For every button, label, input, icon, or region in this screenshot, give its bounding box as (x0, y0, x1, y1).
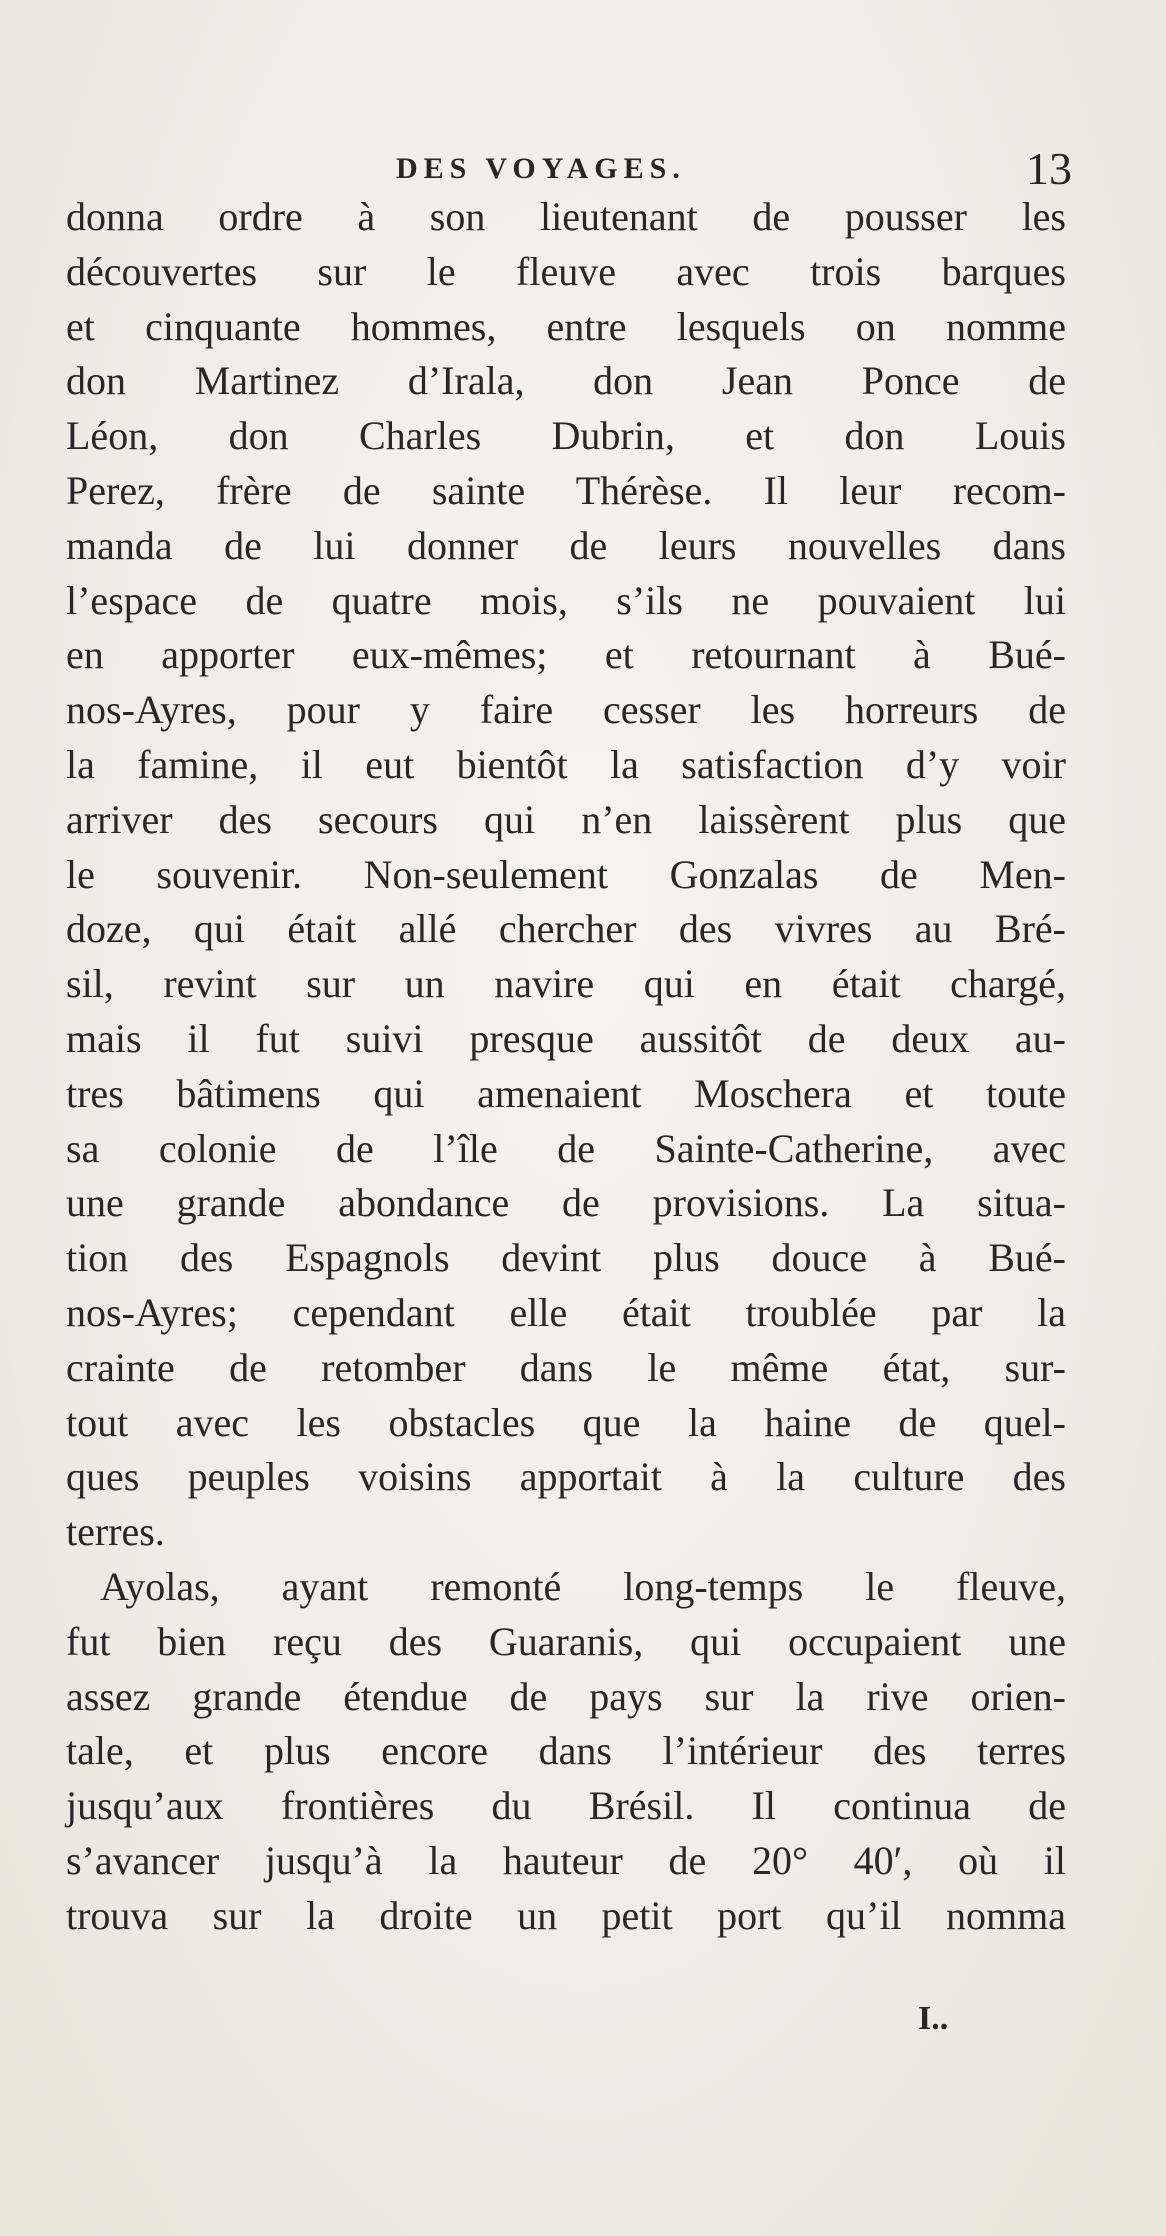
text-line: trouva sur la droite un petit port qu’il nomma (66, 1892, 1066, 1938)
text-line: manda de lui donner de leurs nouvelles dans (66, 522, 1066, 568)
text-line: doze, qui était allé chercher des vivres au Bré- (66, 906, 1066, 952)
text-line: Ayolas, ayant remonté long-temps le fleuve, (100, 1563, 1066, 1609)
text-line: crainte de retomber dans le même état, sur- (66, 1344, 1066, 1390)
body-text (66, 190, 1066, 1944)
text-line: terres. (66, 1509, 165, 1555)
text-line: jusqu’aux frontières du Brésil. Il continua de (66, 1783, 1066, 1829)
text-line: le souvenir. Non-seulement Gonzalas de Men- (66, 851, 1066, 897)
text-line: donna ordre à son lieutenant de pousser les (66, 194, 1066, 239)
text-line: la famine, il eut bientôt la satisfaction d’y voir (66, 741, 1066, 787)
text-line: fut bien reçu des Guaranis, qui occupaient une (66, 1618, 1066, 1664)
text-line: arriver des secours qui n’en laissèrent plus que (66, 796, 1066, 842)
signature-mark: I.. (918, 2000, 949, 2037)
running-title: DES VOYAGES. (396, 152, 686, 185)
text-line: sa colonie de l’île de Sainte-Catherine, avec (66, 1125, 1066, 1171)
text-line: tres bâtimens qui amenaient Moschera et toute (66, 1070, 1066, 1116)
text-line: tout avec les obstacles que la haine de quel- (66, 1399, 1066, 1445)
text-line: ques peuples voisins apportait à la culture des (66, 1454, 1066, 1500)
text-line: découvertes sur le fleuve avec trois barques (66, 248, 1066, 294)
text-line: et cinquante hommes, entre lesquels on nomme (66, 303, 1066, 349)
text-line: l’espace de quatre mois, s’ils ne pouvaient lui (66, 577, 1066, 623)
text-line: nos-Ayres; cependant elle était troublée par la (66, 1289, 1066, 1335)
page-number: 13 (1026, 143, 1072, 194)
text-line: une grande abondance de provisions. La situa- (66, 1180, 1066, 1226)
text-line: sil, revint sur un navire qui en était chargé, (66, 961, 1066, 1007)
text-line: tion des Espagnols devint plus douce à Bué- (66, 1235, 1066, 1281)
paragraph-2 (66, 1560, 1066, 1944)
text-line: assez grande étendue de pays sur la rive orien- (66, 1673, 1066, 1719)
paragraph-1 (66, 190, 1066, 1560)
text-line: Perez, frère de sainte Thérèse. Il leur recom- (66, 467, 1066, 513)
text-line: nos-Ayres, pour y faire cesser les horreurs de (66, 687, 1066, 733)
text-line: Léon, don Charles Dubrin, et don Louis (66, 413, 1066, 459)
text-line: mais il fut suivi presque aussitôt de deux au- (66, 1015, 1066, 1061)
text-line: tale, et plus encore dans l’intérieur des terres (66, 1728, 1066, 1774)
text-line: don Martinez d’Irala, don Jean Ponce de (66, 358, 1066, 404)
text-line: s’avancer jusqu’à la hauteur de 20° 40′, où il (66, 1837, 1066, 1883)
text-line: en apporter eux-mêmes; et retournant à Bué- (66, 632, 1066, 678)
